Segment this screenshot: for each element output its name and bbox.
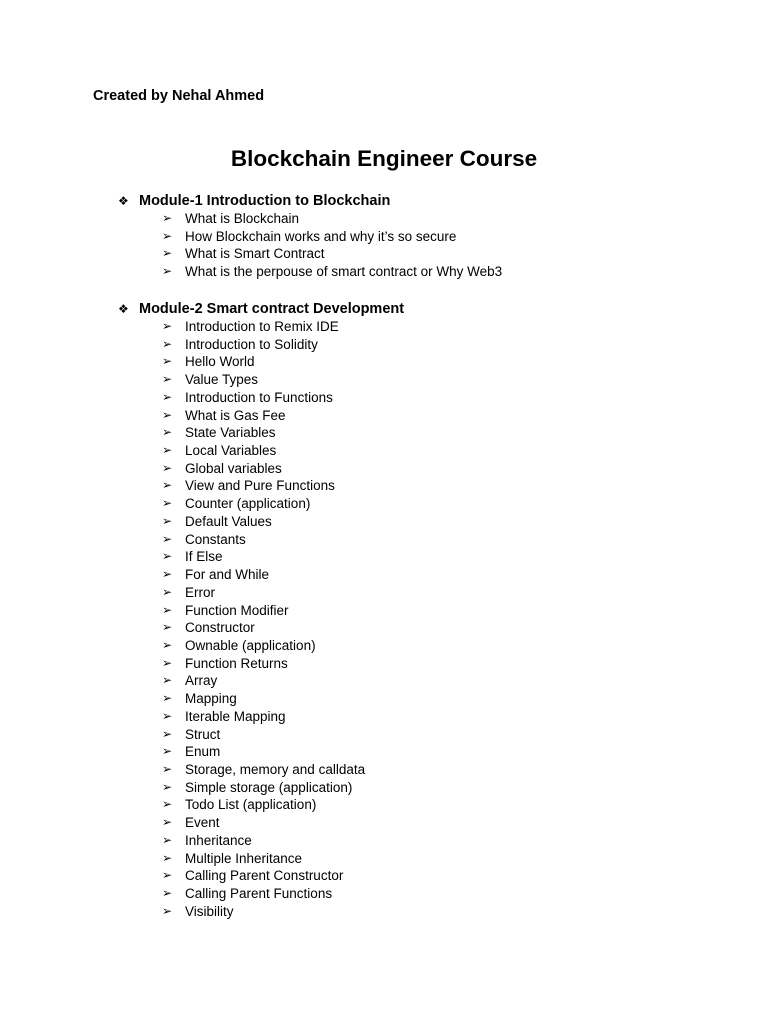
arrowhead-bullet-icon: ➢ bbox=[162, 228, 173, 243]
arrowhead-bullet-icon: ➢ bbox=[162, 478, 173, 493]
list-item-label: If Else bbox=[185, 549, 223, 565]
list-item-label: What is Smart Contract bbox=[185, 246, 325, 262]
list-item bbox=[162, 245, 502, 263]
list-item bbox=[162, 885, 404, 903]
arrowhead-bullet-icon: ➢ bbox=[162, 797, 173, 812]
list-item-label: Constructor bbox=[185, 620, 255, 636]
list-item-label: Simple storage (application) bbox=[185, 779, 353, 795]
list-item bbox=[162, 263, 502, 281]
arrowhead-bullet-icon: ➢ bbox=[162, 691, 173, 706]
arrowhead-bullet-icon: ➢ bbox=[162, 726, 173, 741]
list-item-label: Todo List (application) bbox=[185, 797, 317, 813]
arrowhead-bullet-icon: ➢ bbox=[162, 389, 173, 404]
arrowhead-bullet-icon: ➢ bbox=[162, 779, 173, 794]
arrowhead-bullet-icon: ➢ bbox=[162, 319, 173, 333]
module-heading-text: Module-1 Introduction to Blockchain bbox=[139, 193, 391, 209]
list-item-label: Error bbox=[185, 584, 215, 600]
list-item bbox=[162, 726, 404, 744]
module-section bbox=[118, 300, 404, 920]
list-item-label: Local Variables bbox=[185, 443, 277, 459]
list-item-label: State Variables bbox=[185, 425, 276, 441]
list-item-label: Function Returns bbox=[185, 655, 288, 671]
arrowhead-bullet-icon: ➢ bbox=[162, 496, 173, 511]
list-item bbox=[162, 442, 404, 460]
list-item-label: Constants bbox=[185, 531, 246, 547]
list-item bbox=[162, 566, 404, 584]
arrowhead-bullet-icon: ➢ bbox=[162, 620, 173, 635]
list-item bbox=[162, 903, 404, 921]
list-item-label: Struct bbox=[185, 726, 221, 742]
list-item-label: For and While bbox=[185, 567, 270, 583]
list-item bbox=[162, 531, 404, 549]
arrowhead-bullet-icon: ➢ bbox=[162, 336, 173, 351]
arrowhead-bullet-icon: ➢ bbox=[162, 832, 173, 847]
list-item-label: Multiple Inheritance bbox=[185, 850, 303, 866]
arrowhead-bullet-icon: ➢ bbox=[162, 460, 173, 475]
list-item-label: Event bbox=[185, 815, 220, 831]
arrowhead-bullet-icon: ➢ bbox=[162, 673, 173, 688]
list-item bbox=[162, 389, 404, 407]
list-item-label: Global variables bbox=[185, 460, 282, 476]
list-item-label: Introduction to Functions bbox=[185, 389, 333, 405]
list-item bbox=[162, 637, 404, 655]
list-item-label: Introduction to Solidity bbox=[185, 336, 318, 352]
arrowhead-bullet-icon: ➢ bbox=[162, 549, 173, 564]
arrowhead-bullet-icon: ➢ bbox=[162, 868, 173, 883]
arrowhead-bullet-icon: ➢ bbox=[162, 567, 173, 582]
arrowhead-bullet-icon: ➢ bbox=[162, 602, 173, 617]
list-item bbox=[162, 761, 404, 779]
list-item bbox=[162, 477, 404, 495]
list-item-label: How Blockchain works and why it’s so secure bbox=[185, 228, 457, 244]
list-item bbox=[162, 867, 404, 885]
list-item-label: Introduction to Remix IDE bbox=[185, 319, 339, 334]
list-item-label: Calling Parent Constructor bbox=[185, 868, 344, 884]
topic-list bbox=[118, 210, 502, 281]
arrowhead-bullet-icon: ➢ bbox=[162, 354, 173, 369]
module-heading bbox=[118, 192, 502, 210]
arrowhead-bullet-icon: ➢ bbox=[162, 761, 173, 776]
arrowhead-bullet-icon: ➢ bbox=[162, 372, 173, 387]
list-item-label: Visibility bbox=[185, 903, 234, 919]
arrowhead-bullet-icon: ➢ bbox=[162, 903, 173, 918]
list-item bbox=[162, 228, 502, 246]
list-item bbox=[162, 672, 404, 690]
list-item bbox=[162, 336, 404, 354]
arrowhead-bullet-icon: ➢ bbox=[162, 584, 173, 599]
arrowhead-bullet-icon: ➢ bbox=[162, 708, 173, 723]
list-item bbox=[162, 495, 404, 513]
list-item-label: Value Types bbox=[185, 372, 259, 388]
list-item bbox=[162, 407, 404, 425]
list-item bbox=[162, 708, 404, 726]
topic-list bbox=[118, 318, 404, 920]
diamond-bullet-icon: ❖ bbox=[118, 194, 129, 208]
list-item bbox=[162, 584, 404, 602]
list-item-label: Ownable (application) bbox=[185, 637, 316, 653]
list-item bbox=[162, 548, 404, 566]
list-item-label: Function Modifier bbox=[185, 602, 289, 618]
list-item-label: What is the perpouse of smart contract or Why Web3 bbox=[185, 264, 503, 280]
list-item-label: Default Values bbox=[185, 513, 272, 529]
list-item bbox=[162, 602, 404, 620]
author-credit: Created by Nehal Ahmed bbox=[93, 88, 265, 104]
list-item bbox=[162, 850, 404, 868]
list-item bbox=[162, 353, 404, 371]
list-item-label: Hello World bbox=[185, 354, 255, 370]
list-item-label: Array bbox=[185, 673, 218, 689]
arrowhead-bullet-icon: ➢ bbox=[162, 815, 173, 830]
arrowhead-bullet-icon: ➢ bbox=[162, 655, 173, 670]
list-item-label: Iterable Mapping bbox=[185, 708, 286, 724]
arrowhead-bullet-icon: ➢ bbox=[162, 513, 173, 528]
list-item bbox=[162, 318, 404, 336]
list-item-label: Storage, memory and calldata bbox=[185, 761, 366, 777]
list-item bbox=[162, 779, 404, 797]
list-item bbox=[162, 424, 404, 442]
module-heading-text: Module-2 Smart contract Development bbox=[139, 301, 405, 317]
list-item bbox=[162, 655, 404, 673]
list-item-label: View and Pure Functions bbox=[185, 478, 335, 494]
list-item-label: Enum bbox=[185, 744, 221, 760]
list-item-label: Calling Parent Functions bbox=[185, 886, 333, 901]
list-item-label: Inheritance bbox=[185, 832, 252, 848]
module-section bbox=[118, 192, 502, 281]
list-item bbox=[162, 832, 404, 850]
list-item bbox=[162, 210, 502, 228]
list-item-label: What is Gas Fee bbox=[185, 407, 286, 423]
list-item bbox=[162, 796, 404, 814]
arrowhead-bullet-icon: ➢ bbox=[162, 443, 173, 458]
diamond-bullet-icon: ❖ bbox=[118, 302, 129, 316]
arrowhead-bullet-icon: ➢ bbox=[162, 531, 173, 546]
list-item bbox=[162, 690, 404, 708]
list-item bbox=[162, 460, 404, 478]
document-title: Blockchain Engineer Course bbox=[230, 146, 538, 171]
list-item-label: Mapping bbox=[185, 691, 237, 707]
arrowhead-bullet-icon: ➢ bbox=[162, 211, 173, 225]
module-heading bbox=[118, 300, 404, 318]
list-item bbox=[162, 814, 404, 832]
arrowhead-bullet-icon: ➢ bbox=[162, 264, 173, 279]
list-item bbox=[162, 371, 404, 389]
list-item-label: What is Blockchain bbox=[185, 211, 300, 226]
arrowhead-bullet-icon: ➢ bbox=[162, 637, 173, 652]
arrowhead-bullet-icon: ➢ bbox=[162, 407, 173, 422]
arrowhead-bullet-icon: ➢ bbox=[162, 744, 173, 759]
list-item bbox=[162, 513, 404, 531]
arrowhead-bullet-icon: ➢ bbox=[162, 246, 173, 261]
arrowhead-bullet-icon: ➢ bbox=[162, 886, 173, 900]
list-item-label: Counter (application) bbox=[185, 496, 311, 512]
arrowhead-bullet-icon: ➢ bbox=[162, 425, 173, 440]
list-item bbox=[162, 743, 404, 761]
arrowhead-bullet-icon: ➢ bbox=[162, 850, 173, 865]
list-item bbox=[162, 619, 404, 637]
